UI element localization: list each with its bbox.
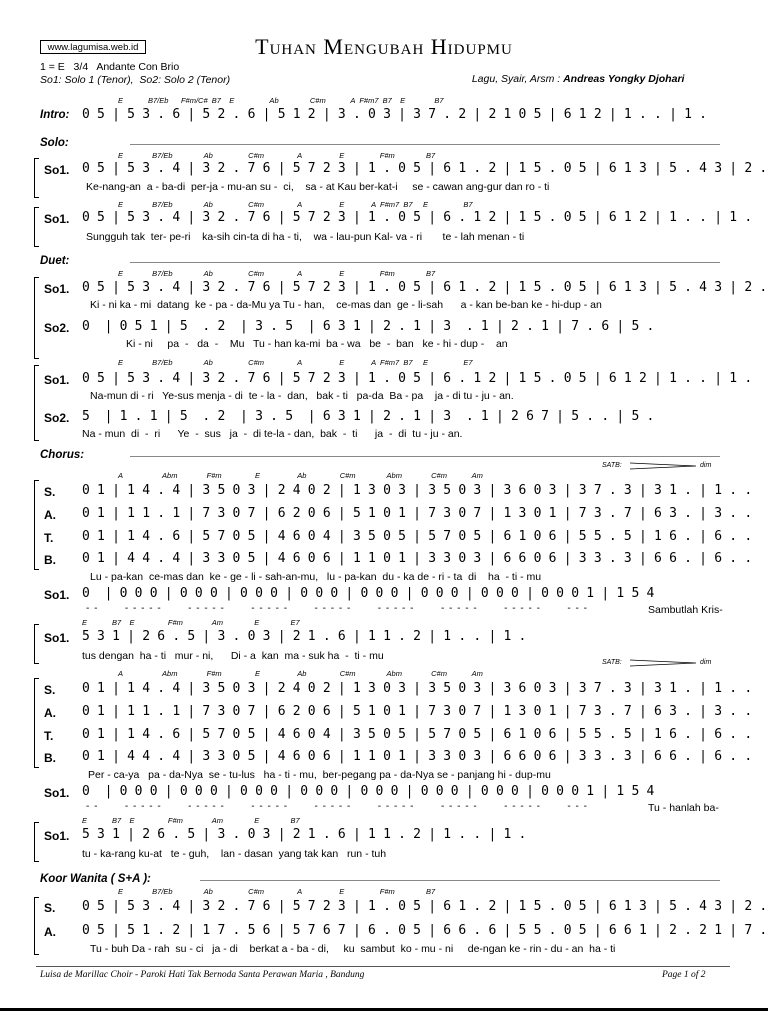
chorus1-dim: dim [700,462,712,469]
page-bottom-border [0,1008,768,1011]
chorus1-chords: A Abm F#m E Ab C#m Abm C#m Am [118,471,483,480]
key-tempo: 1 = E 3/4 Andante Con Brio [40,61,180,73]
duet-block1-bracket [34,277,39,359]
chorus2-a-label: A. [44,706,56,720]
chorus1-cont-voice: So1. [44,631,70,645]
chorus2-t-notes: 0 1 | 1 4 . 6 | 5 7 0 5 | 4 6 0 4 | 3 5 0 5 | 5 7 0 5 | 6 1 0 6 | 5 5 . 5 | 1 6 . | 6 . . [82,727,752,742]
solo-row1-bracket [34,158,39,198]
chorus1-a-notes: 0 1 | 1 1 . 1 | 7 3 0 7 | 6 2 0 6 | 5 1 0 1 | 7 3 0 7 | 1 3 0 1 | 7 3 . 7 | 6 3 . | 3 . . [82,506,752,521]
chorus1-b-label: B. [44,553,56,567]
credits-author: Andreas Yongky Djohari [563,73,685,85]
chorus2-so1-tail: Tu - hanlah ba- [648,802,719,814]
chorus2-cont-notes: 5 3 1 | 2 6 . 5 | 3 . 0 3 | 2 1 . 6 | 1 1 . 2 | 1 . . | 1 . [82,827,527,842]
chorus1-hairpin [630,461,700,471]
chorus2-s-label: S. [44,683,56,697]
intro-chords: E B7/Eb F#m/C# B7 E Ab C#m A F#m7 B7 E B7 [118,96,444,105]
duet-block2-so1-lyrics: Na-mun di - ri Ye-sus menja - di te - la - dan, bak - ti pa-da Ba - pa ja - di tu - ju - an. [90,390,514,402]
voices-legend: So1: Solo 1 (Tenor), So2: Solo 2 (Tenor) [40,74,231,86]
credits-prefix: Lagu, Syair, Arsm : [471,73,564,85]
chorus2-cont-bracket [34,822,39,862]
chorus1-t-notes: 0 1 | 1 4 . 6 | 5 7 0 5 | 4 6 0 4 | 3 5 0 5 | 5 7 0 5 | 6 1 0 6 | 5 5 . 5 | 1 6 . | 6 . . [82,529,752,544]
koor-chords: E B7/Eb Ab C#m A E F#m B7 [118,887,436,896]
chorus1-so1-rest-dashes: - - - - - - - - - - - - - - - - - - - - - - - - - - - - - - - - - - - - - - - - [86,603,588,614]
duet-block2-so2-label: So2. [44,411,70,425]
koor-s-notes: 0 5 | 5 3 . 4 | 3 2 . 7 6 | 5 7 2 3 | 1 . 0 5 | 6 1 . 2 | 1 5 . 0 5 | 6 1 3 | 5 . 4 3 | 2 . [82,899,767,914]
chorus2-cont-voice: So1. [44,829,70,843]
duet-block2-bracket [34,365,39,441]
duet-block1-so1-lyrics: Ki - ni ka - mi datang ke - pa - da-Mu ya Tu - han, ce-mas dan ge - li-sah a - kan be-ban ke - hi-dup - an [90,299,602,311]
solo-row1-voice: So1. [44,163,70,177]
footer-page: Page 1 of 2 [662,970,706,980]
duet-block1-chords: E B7/Eb Ab C#m A E F#m B7 [118,269,436,278]
solo-row2-notes: 0 5 | 5 3 . 4 | 3 2 . 7 6 | 5 7 2 3 | 1 . 0 5 | 6 . 1 2 | 1 5 . 0 5 | 6 1 2 | 1 . . | 1 . [82,210,752,225]
chorus2-satb-bracket [34,678,39,768]
chorus1-satb: SATB: [602,462,622,469]
chorus2-dim: dim [700,659,712,666]
koor-lyrics: Tu - buh Da - rah su - ci ja - di berkat a - ba - di, ku sambut ko - mu - ni de-ngan ke - rin - du - an ha - ti [90,943,616,955]
solo-row1-notes: 0 5 | 5 3 . 4 | 3 2 . 7 6 | 5 7 2 3 | 1 . 0 5 | 6 1 . 2 | 1 5 . 0 5 | 6 1 3 | 5 . 4 3 | 2 . [82,161,767,176]
solo-label: Solo: [40,137,69,149]
duet-block1-so2-label: So2. [44,321,70,335]
duet-block1-so2-lyrics: Ki - ni pa - da - Mu Tu - han ka-mi ba - wa be - ban ke - hi - dup - an [126,338,508,350]
chorus1-s-label: S. [44,485,56,499]
koor-s-label: S. [44,901,56,915]
chorus2-chords: A Abm F#m E Ab C#m Abm C#m Am [118,669,483,678]
duet-divider [130,262,720,263]
duet-block1-so2-notes: 0 | 0 5 1 | 5 . 2 | 3 . 5 | 6 3 1 | 2 . 1 | 3 . 1 | 2 . 1 | 7 . 6 | 5 . [82,319,655,334]
solo-row2-lyrics: Sungguh tak ter- pe-ri ka-sih cin-ta di ha - ti, wa - lau-pun Kal- va - ri te - lah menan - ti [86,231,525,243]
chorus2-t-label: T. [44,729,54,743]
chorus2-so1-notes: 0 | 0 0 0 | 0 0 0 | 0 0 0 | 0 0 0 | 0 0 0 | 0 0 0 | 0 0 0 | 0 0 0 1 | 1 5 4 [82,784,655,799]
duet-block2-so1-notes: 0 5 | 5 3 . 4 | 3 2 . 7 6 | 5 7 2 3 | 1 . 0 5 | 6 . 1 2 | 1 5 . 0 5 | 6 1 2 | 1 . . | 1 . [82,371,752,386]
chorus-divider [130,456,720,457]
solo-row1-chords: E B7/Eb Ab C#m A E F#m B7 [118,151,436,160]
intro-label: Intro: [40,109,70,121]
chorus1-so1-notes: 0 | 0 0 0 | 0 0 0 | 0 0 0 | 0 0 0 | 0 0 0 | 0 0 0 | 0 0 0 | 0 0 0 1 | 1 5 4 [82,586,655,601]
chorus2-b-label: B. [44,751,56,765]
chorus1-cont-notes: 5 3 1 | 2 6 . 5 | 3 . 0 3 | 2 1 . 6 | 1 1 . 2 | 1 . . | 1 . [82,629,527,644]
footer-divider [36,966,730,967]
credits [466,61,684,85]
chorus2-so1-label: So1. [44,786,70,800]
chorus2-a-notes: 0 1 | 1 1 . 1 | 7 3 0 7 | 6 2 0 6 | 5 1 0 1 | 7 3 0 7 | 1 3 0 1 | 7 3 . 7 | 6 3 . | 3 . . [82,704,752,719]
solo-divider [130,144,720,145]
footer-choir: Luisa de Marillac Choir - Paroki Hati Tak Bernoda Santa Perawan Maria , Bandung [40,970,365,980]
solo-row2-voice: So1. [44,212,70,226]
chorus2-s-notes: 0 1 | 1 4 . 4 | 3 5 0 3 | 2 4 0 2 | 1 3 0 3 | 3 5 0 3 | 3 6 0 3 | 3 7 . 3 | 3 1 . | 1 . . [82,681,752,696]
chorus2-cont-lyrics: tu - ka-rang ku-at te - guh, lan - dasan yang tak kan run - tuh [82,848,387,860]
website-label: www.lagumisa.web.id [40,40,146,54]
chorus2-b-notes: 0 1 | 4 4 . 4 | 3 3 0 5 | 4 6 0 6 | 1 1 0 1 | 3 3 0 3 | 6 6 0 6 | 3 3 . 3 | 6 6 . | 6 . . [82,749,752,764]
duet-block2-so2-notes: 5 | 1 . 1 | 5 . 2 | 3 . 5 | 6 3 1 | 2 . 1 | 3 . 1 | 2 6 7 | 5 . . | 5 . [82,409,655,424]
chorus1-cont-chords: E B7 E F#m Am E E7 [82,618,300,627]
solo-row2-bracket [34,207,39,247]
koor-a-label: A. [44,925,56,939]
chorus2-lyrics: Per - ca-ya pa - da-Nya se - tu-lus ha - ti - mu, ber-pegang pa - da-Nya se - panjang hi - dup-mu [88,769,551,781]
chorus2-satb: SATB: [602,659,622,666]
chorus1-a-label: A. [44,508,56,522]
chorus1-cont-lyrics: tus dengan ha - ti mur - ni, Di - a kan ma - suk ha - ti - mu [82,650,384,662]
duet-block1-so1-label: So1. [44,282,70,296]
solo-row1-lyrics: Ke-nang-an a - ba-di per-ja - mu-an su - ci, sa - at Kau ber-kat-i se - cawan ang-gur dan ro - ti [86,181,550,193]
chorus1-t-label: T. [44,531,54,545]
chorus1-cont-bracket [34,624,39,664]
koor-bracket [34,897,39,955]
duet-block2-so1-label: So1. [44,373,70,387]
intro-notes: 0 5 | 5 3 . 6 | 5 2 . 6 | 5 1 2 | 3 . 0 3 | 3 7 . 2 | 2 1 0 5 | 6 1 2 | 1 . . | 1 . [82,107,707,122]
solo-row2-chords: E B7/Eb Ab C#m A E A F#m7 B7 E B7 [118,200,473,209]
chorus1-so1-label: So1. [44,588,70,602]
chorus1-s-notes: 0 1 | 1 4 . 4 | 3 5 0 3 | 2 4 0 2 | 1 3 0 3 | 3 5 0 3 | 3 6 0 3 | 3 7 . 3 | 3 1 . | 1 . . [82,483,752,498]
chorus1-b-notes: 0 1 | 4 4 . 4 | 3 3 0 5 | 4 6 0 6 | 1 1 0 1 | 3 3 0 3 | 6 6 0 6 | 3 3 . 3 | 6 6 . | 6 . . [82,551,752,566]
duet-block1-so1-notes: 0 5 | 5 3 . 4 | 3 2 . 7 6 | 5 7 2 3 | 1 . 0 5 | 6 1 . 2 | 1 5 . 0 5 | 6 1 3 | 5 . 4 3 | 2 . [82,280,767,295]
chorus1-satb-bracket [34,480,39,570]
chorus1-so1-tail: Sambutlah Kris- [648,604,723,616]
chorus2-so1-rest-dashes: - - - - - - - - - - - - - - - - - - - - - - - - - - - - - - - - - - - - - - - - [86,801,588,812]
chorus2-cont-chords: E B7 E F#m Am E B7 [82,816,300,825]
duet-block2-so2-lyrics: Na - mun di - ri Ye - sus ja - di te-la - dan, bak - ti ja - di tu - ju - an. [82,428,463,440]
duet-label: Duet: [40,255,70,267]
koor-a-notes: 0 5 | 5 1 . 2 | 1 7 . 5 6 | 5 7 6 7 | 6 . 0 5 | 6 6 . 6 | 5 5 . 0 5 | 6 6 1 | 2 . 2 1 | 7 . [82,923,767,938]
chorus-label: Chorus: [40,449,85,461]
koor-divider [200,880,720,881]
chorus2-hairpin [630,658,700,668]
koor-label: Koor Wanita ( S+A ): [40,873,151,885]
duet-block2-chords: E B7/Eb Ab C#m A E A F#m7 B7 E E7 [118,358,473,367]
song-title: Tuhan Mengubah Hidupmu [255,34,513,59]
chorus1-lyrics: Lu - pa-kan ce-mas dan ke - ge - li - sah-an-mu, lu - pa-kan du - ka de - ri - ta di ha - ti - mu [90,571,542,583]
